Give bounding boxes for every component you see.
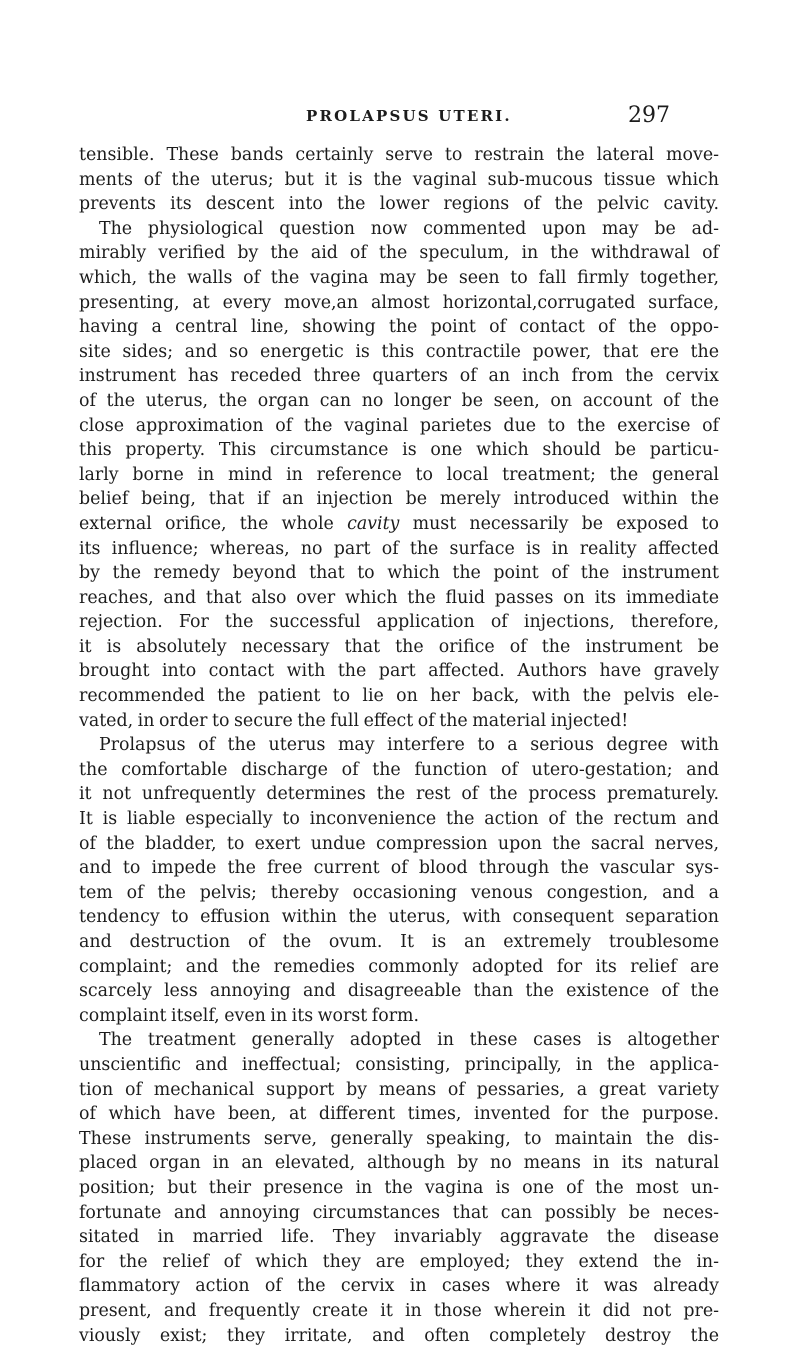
- italic-word: cavity: [347, 513, 400, 534]
- text-line: of which have been, at different times, invented for the purpose.: [79, 1104, 719, 1125]
- text-line: of the bladder, to exert undue compression upon the sacral nerves,: [79, 833, 719, 854]
- text-line: which, the walls of the vagina may be seen to fall firmly together,: [79, 267, 719, 288]
- text-line: close approximation of the vaginal parietes due to the exercise of: [79, 415, 719, 436]
- text-line: instrument has receded three quarters of an inch from the cervix: [79, 366, 719, 387]
- text-line: recommended the patient to lie on her back, with the pelvis ele-: [79, 686, 719, 707]
- text-line: flammatory action of the cervix in cases where it was already: [79, 1276, 719, 1297]
- text-line-segment: external orifice, the whole: [79, 513, 348, 534]
- text-line: ments of the uterus; but it is the vaginal sub-mucous tissue which: [79, 169, 719, 190]
- text-line: prevents its descent into the lower regions of the pelvic cavity.: [79, 194, 719, 215]
- text-line: the comfortable discharge of the function of utero-gestation; and: [79, 759, 719, 780]
- text-line: this property. This circumstance is one which should be particu-: [79, 440, 719, 461]
- body-text: [79, 143, 719, 1348]
- text-line: The physiological question now commented upon may be ad-: [99, 218, 719, 239]
- text-line: It is liable especially to inconvenience the action of the rectum and: [79, 809, 719, 830]
- text-line: presenting, at every move,an almost horizontal,corrugated surface,: [79, 292, 719, 313]
- text-line: having a central line, showing the point of contact of the oppo-: [79, 317, 719, 338]
- text-line: unscientific and ineffectual; consisting, principally, in the applica-: [79, 1054, 719, 1075]
- text-line: tensible. These bands certainly serve to restrain the lateral move-: [79, 145, 719, 165]
- text-line: mirably verified by the aid of the speculum, in the withdrawal of: [79, 243, 719, 264]
- text-line: reaches, and that also over which the fluid passes on its immediate: [79, 587, 719, 608]
- text-line: Prolapsus of the uterus may interfere to a serious degree with: [99, 735, 719, 756]
- text-line: These instruments serve, generally speaking, to maintain the dis-: [79, 1128, 719, 1149]
- running-head-title: PROLAPSUS UTERI.: [306, 107, 512, 125]
- text-line: placed organ in an elevated, although by no means in its natural: [79, 1153, 719, 1174]
- text-line: tion of mechanical support by means of pessaries, a great variety: [79, 1079, 719, 1100]
- text-line: rejection. For the successful application of injections, therefore,: [79, 612, 719, 633]
- text-line: tem of the pelvis; thereby occasioning venous congestion, and a: [79, 882, 719, 903]
- text-line: for the relief of which they are employed; they extend the in-: [79, 1251, 719, 1272]
- text-line: brought into contact with the part affected. Authors have gravely: [79, 661, 719, 682]
- text-line: present, and frequently create it in those wherein it did not pre-: [79, 1300, 719, 1321]
- text-line: The treatment generally adopted in these cases is altogether: [99, 1030, 719, 1051]
- text-line: site sides; and so energetic is this contractile power, that ere the: [79, 341, 719, 362]
- text-line: vated, in order to secure the full effect of the material injected!: [79, 710, 629, 731]
- text-line: position; but their presence in the vagina is one of the most un-: [79, 1177, 719, 1198]
- text-line: complaint; and the remedies commonly adopted for its relief are: [79, 956, 719, 977]
- text-line: and destruction of the ovum. It is an extremely troublesome: [79, 932, 719, 952]
- text-line-segment: must necessarily be exposed to: [399, 513, 719, 534]
- text-line: larly borne in mind in reference to local treatment; the general: [79, 464, 719, 485]
- text-line: and to impede the free current of blood through the vascular sys-: [79, 858, 719, 879]
- text-line: viously exist; they irritate, and often completely destroy the: [79, 1325, 719, 1346]
- text-line: of the uterus, the organ can no longer be seen, on account of the: [79, 390, 719, 411]
- text-line: sitated in married life. They invariably aggravate the disease: [79, 1227, 719, 1248]
- text-line: fortunate and annoying circumstances that can possibly be neces-: [79, 1202, 719, 1223]
- text-line: complaint itself, even in its worst form.: [79, 1005, 420, 1026]
- running-header: [0, 104, 800, 134]
- text-line: it not unfrequently determines the rest of the process prematurely.: [79, 784, 719, 805]
- text-line: its influence; whereas, no part of the surface is in reality affected: [79, 538, 719, 559]
- text-line: tendency to effusion within the uterus, with consequent separation: [79, 907, 719, 928]
- text-line: scarcely less annoying and disagreeable than the existence of the: [79, 981, 719, 1002]
- page-number: 297: [628, 103, 670, 128]
- text-line: by the remedy beyond that to which the point of the instrument: [79, 563, 719, 584]
- text-line: belief being, that if an injection be merely introduced within the: [79, 489, 719, 510]
- text-line: [79, 512, 719, 537]
- text-line: it is absolutely necessary that the orifice of the instrument be: [79, 636, 719, 657]
